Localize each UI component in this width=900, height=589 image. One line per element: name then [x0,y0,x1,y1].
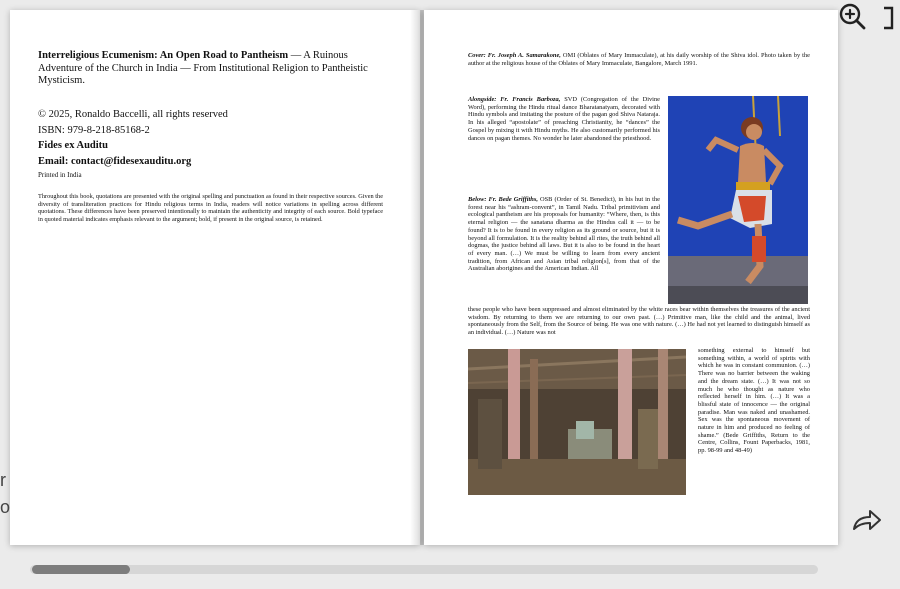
cover-caption-label: Cover: Fr. Joseph A. Samarakone, [468,52,561,59]
hut-photo [468,349,686,495]
dancer-photo [668,96,808,304]
editorial-note: Throughout this book, quotations are presented with the original spelling and punctuation as found in their respective sources. Given the diversity of transliteration practices for Hindu religious terms in India, readers will notice variations in spelling across different quotations. These differences have been preserved intentionally to maintain the authenticity and integrity of each source. Bold typeface in quoted material indicates emphasis relevant to the argument; bold, if present in the original source, is retained. [38,193,383,223]
copyright-line: © 2025, Ronaldo Baccelli, all rights reserved [38,109,228,120]
book-title-bold: Interreligious Ecumenism: An Open Road to Pantheism [38,50,289,61]
below-caption-text: OSB (Order of St. Benedict), in his hut in the forest near his “ashram-convent”, in Tamil Nadu. Tribal primitivism and ecological pantheism are his proposals for humanity: “Where, then, is this eternal religion — the sanatana dharma as the Hindus call it — to be found? It is to be found in every religion as its ground or source, but it is beyond all formulation. It is the reality behind all rites, the truth behind all dogmas, the justice behind all laws. But it is also to be found in the heart of every man. (…) We must be willing to learn from every ancient tradition, from African and Asian tribal religion[s], from that of the Australian aborigines and the American Indian. All [468,196,660,273]
zoom-in-button[interactable] [838,0,868,34]
scrollbar-thumb[interactable] [32,565,130,574]
below-caption [468,196,660,273]
printed-line: Printed in India [38,171,82,179]
alongside-caption-text: SVD (Congregation of the Divine Word), performing the Hindu ritual dance Bharatanatyam, decorated with Hindu symbols and imitating the posture of the pagan god Shiva Nataraja. In his alleged “apostolate” of preaching Christianity, he “dances” the Gospel by mixing it with Hindu myths. He also customarily performed his dances on pagan themes. No wonder he later abandoned the priesthood. [468,96,660,142]
cover-caption [468,52,810,67]
left-page [10,10,420,545]
share-arrow-icon [850,505,884,535]
rotate-button[interactable] [880,2,900,32]
rotate-icon [880,2,900,32]
edge-text-fragment: r [0,470,6,490]
book-title [38,50,388,88]
quote-side-column: something external to himself but something within, a world of spirits with which he was in constant communion. (…) There was no barrier between the waking and the dream state. (…) It was not so much he who thought as nature who reflected herself in him. (…) It was a blissful state of innocence — the original paradise. Man was naked and unashamed. Sex was the spontaneous movement of nature in him and produced no feeling of shame.” (Bede Griffiths, Return to the Centre, Collins, Fount Paperbacks, 1981, pp. 98-99 and 48-49) [698,347,810,455]
publisher-line: Fides ex Auditu [38,140,109,151]
horizontal-scrollbar[interactable] [30,565,818,574]
isbn-line: ISBN: 979-8-218-85168-2 [38,124,150,136]
zoom-in-icon [838,0,868,34]
alongside-caption [468,96,660,142]
cover-caption-text: OMI (Oblates of Mary Immaculate), at his daily worship of the Shiva idol. Photo taken by the author at the religious house of the Oblates of Mary Immaculate, Bangalore, March 1991. [468,52,810,67]
right-page [424,10,838,545]
share-button[interactable] [850,505,884,535]
quote-continuation: these people who have been suppressed and almost eliminated by the white races bear within themselves the treasures of the ancient wisdom. By returning to them we are returning to our own past. (…) Primitive man, like the child and the animal, lived spontaneously from the Self, from the Source of being. He was one with nature. (…) He had not yet learned to distinguish himself as an individual. (…) Nature was not [468,306,810,337]
edge-text-fragment: o [0,497,11,517]
book-title-rest: — A Ruinous Adventure of the Church in India — From Institutional Religion to Pantheistic Mysticism. [38,50,368,86]
alongside-caption-label: Alongside: Fr. Francis Barboza, [468,96,561,103]
email-line: Email: contact@fidesexauditu.org [38,155,192,167]
below-caption-label: Below: Fr. Bede Griffiths, [468,196,538,203]
imprint-block [38,107,378,181]
